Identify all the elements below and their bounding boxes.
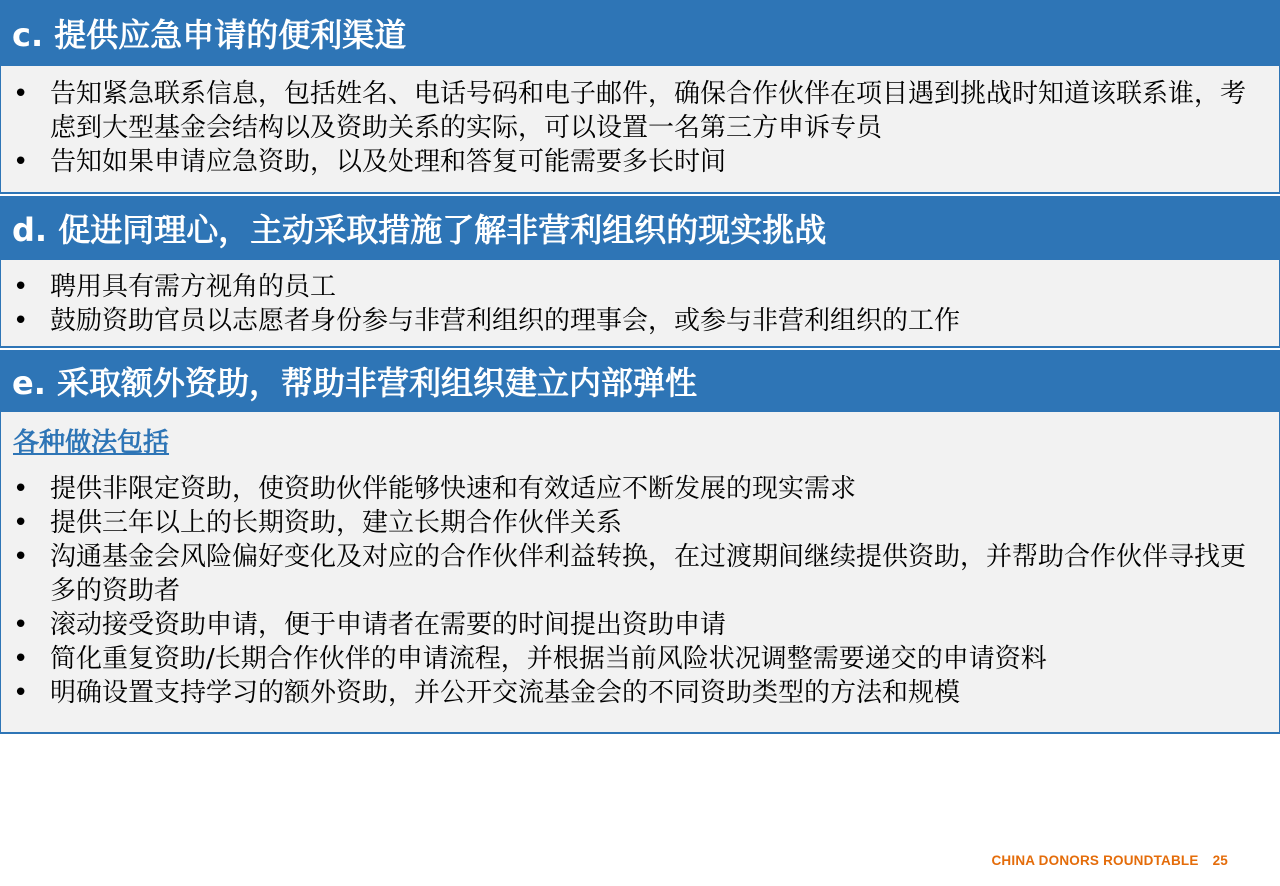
bullet-icon: • [13, 474, 29, 504]
list-item: • 滚动接受资助申请，便于申请者在需要的时间提出资助申请 [13, 610, 727, 640]
bullet-icon: • [13, 79, 29, 109]
section-d-title: d. 促进同理心，主动采取措施了解非营利组织的现实挑战 [12, 211, 827, 249]
list-item: • 告知紧急联系信息，包括姓名、电话号码和电子邮件，确保合作伙伴在项目遇到挑战时知道该联系谁，考虑到大型基金会结构以及资助关系的实际，可以设置一名第三方申诉专员 [13, 79, 1247, 143]
section-c-header [0, 0, 1280, 66]
section-d-list [13, 270, 1265, 338]
section-e-body [0, 412, 1280, 734]
list-item: • 简化重复资助/长期合作伙伴的申请流程，并根据当前风险状况调整需要递交的申请资料 [13, 644, 1047, 674]
bullet-icon: • [13, 678, 29, 708]
bullet-icon: • [13, 147, 29, 177]
list-item: • 提供三年以上的长期资助，建立长期合作伙伴关系 [13, 508, 623, 538]
bullet-icon: • [13, 644, 29, 674]
section-e-list [13, 472, 1265, 710]
section-e-subheading: 各种做法包括 [13, 428, 170, 458]
bullet-icon: • [13, 508, 29, 538]
footer [991, 853, 1228, 868]
section-c-title: c. 提供应急申请的便利渠道 [12, 16, 407, 54]
bullet-icon: • [13, 610, 29, 640]
section-e-header [0, 350, 1280, 412]
list-item: • 提供非限定资助，使资助伙伴能够快速和有效适应不断发展的现实需求 [13, 474, 857, 504]
section-e-title: e. 采取额外资助，帮助非营利组织建立内部弹性 [12, 364, 698, 402]
section-d-header [0, 196, 1280, 260]
section-c-body [0, 66, 1280, 194]
list-item: • 聘用具有需方视角的员工 [13, 272, 337, 302]
section-c-list [13, 77, 1265, 179]
list-item: • 告知如果申请应急资助，以及处理和答复可能需要多长时间 [13, 147, 727, 177]
section-d-body [0, 260, 1280, 348]
page-number: 25 [1212, 853, 1228, 868]
bullet-icon: • [13, 272, 29, 302]
bullet-icon: • [13, 542, 29, 572]
footer-label: CHINA DONORS ROUNDTABLE [991, 853, 1199, 868]
list-item: • 鼓励资助官员以志愿者身份参与非营利组织的理事会，或参与非营利组织的工作 [13, 306, 961, 336]
list-item: • 明确设置支持学习的额外资助，并公开交流基金会的不同资助类型的方法和规模 [13, 678, 961, 708]
list-item: • 沟通基金会风险偏好变化及对应的合作伙伴利益转换，在过渡期间继续提供资助，并帮助合作伙伴寻找更多的资助者 [13, 542, 1247, 606]
bullet-icon: • [13, 306, 29, 336]
